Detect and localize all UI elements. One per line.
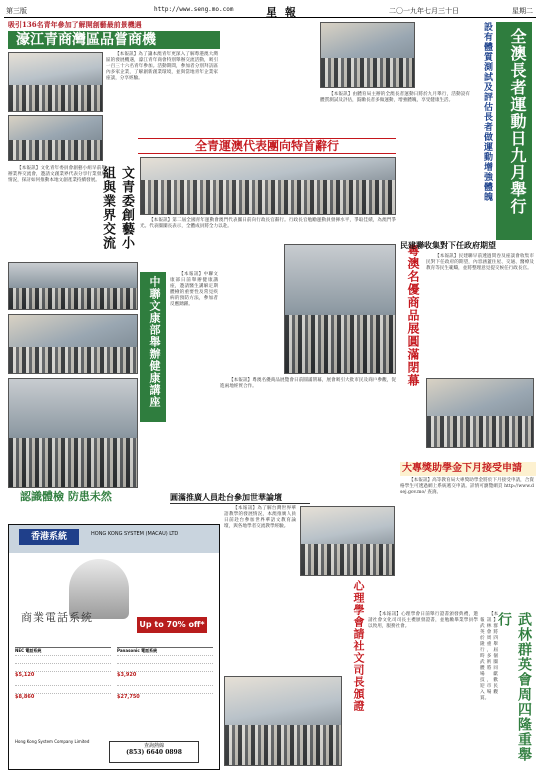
story4-headline: 中聯文康部舉辦健康講座 [140,272,166,422]
story1-kicker: 吸引136名青年參加了解開創藝最前景機遇 [8,20,142,29]
story2-headline: 文青委創藝小組與業界交流 [100,166,134,250]
story8-photo [426,378,534,448]
page-header [4,4,536,18]
story11-headline: 武林群英會周四隆重舉行 [496,612,532,762]
ad-slogan: 商業電話系統 [21,611,93,624]
ad-logo: 香港系統 [19,529,79,545]
story6-photo [320,22,415,88]
story6-headline: 全澳長者運動日九月舉行 [496,22,532,240]
story4-body: 【本報訊】中聯文康部日前舉辦健康講座，邀請醫生講解定期體檢的重要性及常見疾病的預防方法，參加者反應踴躍。 [170,272,218,307]
story9-body: 【本報訊】高等教育局大專獎助學金將於下月接受申請，合資格學生可透過網上系統遞交申請。詳情可瀏覽網頁 http://www.dsej.gov.mo/ 查詢。 [400,478,534,495]
hotline-number[interactable]: (853) 6640 0898 [126,749,182,756]
story9-headline: 大專獎助學金下月接受申請 [400,462,536,476]
story1-photo-1 [8,52,103,112]
story2-photo [8,262,138,310]
story4-photo-2 [8,378,138,488]
hotline-label: 查詢熱線 [143,743,164,749]
story7-body: 【本報訊】粵澳名優商品展覽會日前圓滿閉幕，展會吸引大批市民及商戶參觀，促進兩地經貿合作。 [220,378,396,389]
masthead: 星 報 [266,6,298,19]
story1-headline: 濠江青商灣區品嘗商機 [8,31,220,49]
story8-headline: 民建聯收集對下任政府期望 [400,240,496,250]
website-url[interactable]: http://www.seng.mo.com [154,6,234,13]
story6-subtitle: 設有體質測試及評估長者做運動增強體魄 [482,22,492,202]
ad-hotline[interactable] [109,741,199,763]
ad-header [9,525,219,553]
story10-photo [224,676,342,766]
story2-body: 【本報訊】文化青年委員會創藝小組早前舉辦業界交流會，邀請文創業界代表分享行業發展情況，探討如何推動本地文創產業持續發展。 [8,166,106,183]
issue-weekday: 星期二 [512,7,533,15]
story7-headline: 粵澳名優商品展圓滿閉幕 [406,244,420,387]
story8-body: 【本報訊】民建聯早前透過問卷及座談會收集市民對下任政府的期望，內容涵蓋住屋、交通、醫療及教育等民生範疇，並將整理意見提交候任行政長官。 [426,254,534,271]
issue-date: 二〇一九年七月三十日 [389,7,459,15]
ad-price: $8,860 [15,694,35,700]
story5-headline: 圓滿推廣人員赴台參加世華論壇 [170,492,310,504]
ad-column-nec [15,647,111,737]
ad-column-panasonic [117,647,213,737]
story1-photo-2 [8,115,103,161]
ad-price: $5,120 [15,672,35,678]
ad-company: HONG KONG SYSTEM (MACAU) LTD [91,531,179,537]
ad-column-title: NEC 電話系統 [15,648,111,656]
ad-column-title: Panasonic 電話系統 [117,648,213,656]
story6-body: 【本報訊】由體育局主辦的全澳長者運動日將於九月舉行，活動設有體質測試及評估，鼓勵長者多做運動，增強體魄，享受健康生活。 [320,92,470,103]
ad-address: Hong Kong System Company Limited [15,739,90,744]
story3-headline: 全青運澳代表團向特首辭行 [138,138,396,154]
story10-headline: 心理學會請社文司長頒證 [352,580,365,712]
story10-body: 【本報訊】心理學會日前舉行證書頒發典禮，邀請社會文化司司長主禮頒發證書，並勉勵畢業學員學以致用，服務社會。 [368,612,478,629]
story4-banner: 認識體檢 防患未然 [20,490,112,503]
ad-price: $27,750 [117,694,140,700]
story4-photo-1 [8,314,138,374]
story11-body: 【本報訊】武林群英會將於周四隆重舉行，屆時多個武術團體將同場獻技，歡迎市民入場觀賞。 [480,612,499,701]
story5-photo [300,506,395,576]
advertisement[interactable] [8,524,220,770]
story3-body: 【本報訊】第二屆全國青年運動會澳門代表團日前向行政長官辭行。行政長官勉勵運動員發揮水平，爭取佳績，為澳門爭光。代表團團長表示，全體成員將全力以赴。 [140,218,396,229]
ad-product-table [15,647,215,737]
story5-body: 【本報訊】為了解台灣世界華語教學的發展情況，本澳推廣人員日前赴台參加世界華語文教育論壇，與各地學者交流教學經驗。 [224,506,296,529]
ad-promo-badge: Up to 70% off* [137,617,207,633]
page-number: 第三版 [6,7,27,15]
story1-body: 【本報訊】為了讓本澳青年更深入了解粵港澳大灣區的發展機遇，濠江青年商會特別舉辦交流活動，吸引一百三十六名青年參加。活動期間，參加者分別拜訪區內多家企業，了解創新創業環境，並與當地青年企業家座談，分享經驗。 [106,52,218,81]
ad-price: $3,920 [117,672,137,678]
story7-photo [284,244,396,374]
